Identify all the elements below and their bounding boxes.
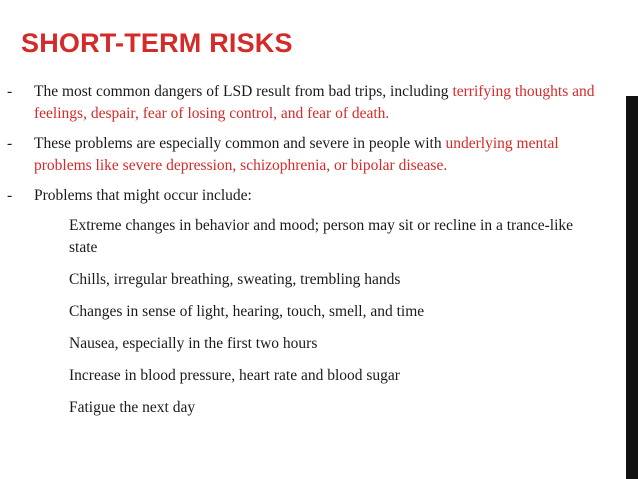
sub-item: Increase in blood pressure, heart rate and blood sugar — [69, 367, 400, 384]
bullet-highlight: underlying mental problems like severe depression, schizophrenia, or bipolar disease. — [34, 135, 559, 174]
slide-side-bar — [626, 96, 638, 479]
sub-item: Chills, irregular breathing, sweating, trembling hands — [69, 271, 401, 288]
bullet-highlight: terrifying thoughts and feelings, despair, fear of losing control, and fear of death. — [34, 83, 595, 122]
sub-item: Fatigue the next day — [69, 399, 196, 416]
bullet-marker: - — [7, 83, 13, 100]
bullet-marker: - — [7, 187, 13, 204]
sub-item: Nausea, especially in the first two hours — [69, 335, 318, 352]
slide-content — [0, 81, 620, 429]
bullet-text: Problems that might occur include: — [34, 187, 252, 204]
slide-title: SHORT-TERM RISKS — [21, 28, 293, 58]
bullet-text: These problems are especially common and severe in people with — [34, 135, 446, 152]
sub-item: Extreme changes in behavior and mood; person may sit or recline in a trance-like state — [69, 217, 573, 256]
bullet-item — [0, 81, 620, 125]
bullet-item — [0, 133, 620, 177]
bullet-marker: - — [7, 135, 13, 152]
bullet-text: The most common dangers of LSD result from bad trips, including — [34, 83, 453, 100]
bullet-item — [0, 185, 620, 207]
sub-item: Changes in sense of light, hearing, touch, smell, and time — [69, 303, 425, 320]
